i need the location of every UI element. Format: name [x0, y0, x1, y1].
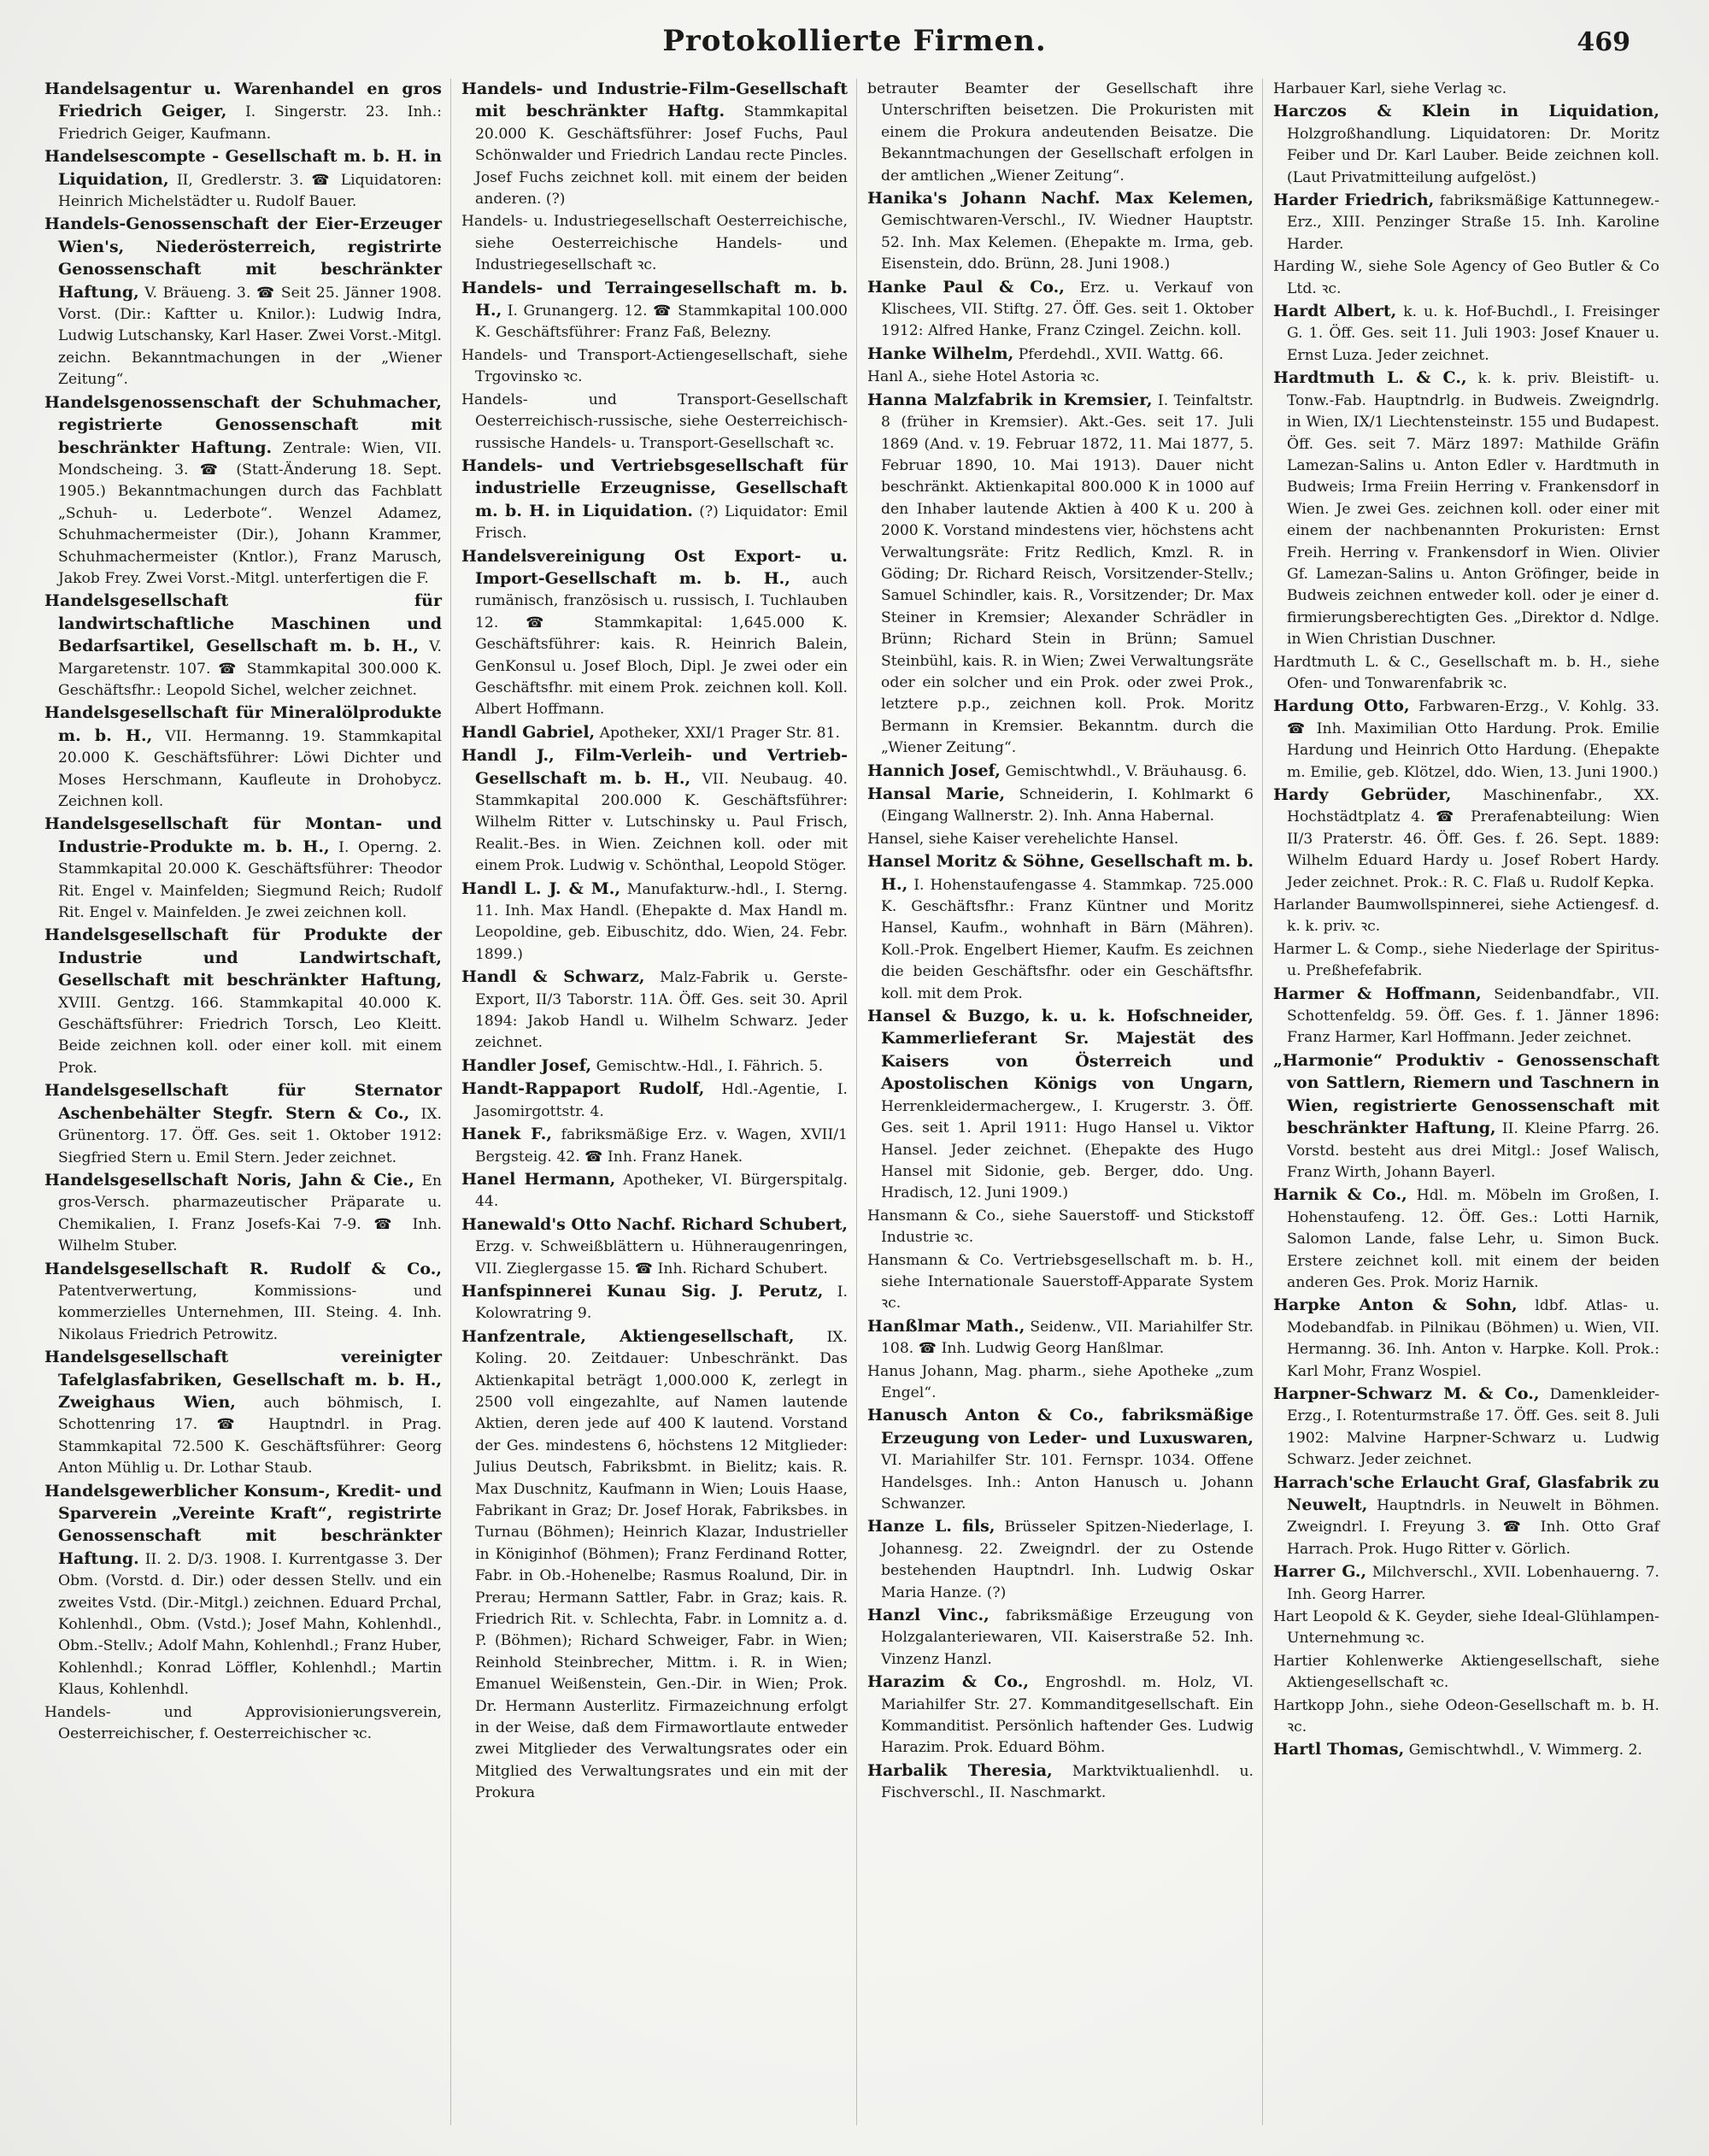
entry-firm-name: Hanna Malzfabrik in Kremsier, [867, 390, 1153, 409]
entry-details: Hdl.-Agentie, I. Jasomirgottstr. 4. [475, 1081, 848, 1120]
directory-entry [461, 1214, 848, 1280]
entry-details: Malz-Fabrik u. Gerste-Export, II/3 Taborstr. 11A. Öff. Ges. seit 30. April 1894: Jakob Handl u. Wilhelm Schwarz. Jeder zeichnet. [475, 969, 849, 1052]
entry-details: En gros-Versch. pharmazeutischer Präparate u. Chemikalien, I. Franz Josefs-Kai 7-9. ☎ Inh. Wilhelm Stuber. [58, 1172, 443, 1255]
entry-details: k. u. k. Hof-Buchdl., I. Freisinger G. 1. Öff. Ges. seit 11. Juli 1903: Josef Knauer u. Ernst Luza. Jeder zeichnet. [1287, 303, 1660, 364]
entry-firm-name: Handelsgesellschaft für Sternator Aschenbehälter Stegfr. Stern & Co., [44, 1081, 442, 1123]
entry-details: Maschinenfabr., XX. Hochstädtplatz 4. ☎ Prerafenabteilung: Wien II/3 Praterstr. 46. Öff. Ges. f. 26. Sept. 1889: Wilhelm Eduard Hardy u. Josef Robert Hardy. Jeder zeichnet. Prok.: R. C. Flaß u. Rudolf Kepka. [1287, 787, 1659, 891]
entry-firm-name: Harpke Anton & Sohn, [1273, 1295, 1518, 1315]
directory-entry [1273, 256, 1659, 300]
entry-details: Hartier Kohlenwerke Aktiengesellschaft, siehe Aktiengesellschaft ꝛc. [1273, 1652, 1659, 1692]
entry-details: Herrenkleidermachergew., I. Krugerstr. 3. Öff. Ges. seit 1. April 1911: Hugo Hansel u. Viktor Hansel. Jeder zeichnet. (Ehepakte des Hugo Hansel mit Sidonie, geb. Berger, ddo. Ung. Hradisch, 12. Juni 1909.) [881, 1097, 1254, 1202]
entry-firm-name: Hanfzentrale, Aktiengesellschaft, [461, 1326, 795, 1346]
directory-entry [867, 79, 1254, 187]
entry-details: Brüsseler Spitzen-Niederlage, I. Johannesg. 22. Zweigndrl. der zu Ostende bestehenden Hauptndrl. Inh. Ludwig Oskar Maria Hanze. (?) [881, 1519, 1254, 1601]
entry-details: V. Margaretenstr. 107. ☎ Stammkapital 300.000 K. Geschäftsfhr.: Leopold Sichel, welcher zeichnet. [58, 638, 442, 699]
entry-details: IX. Grünentorg. 17. Öff. Ges. seit 1. Oktober 1912: Siegfried Stern u. Emil Stern. Jeder zeichnet. [58, 1105, 442, 1166]
entry-details: Seidenw., VII. Mariahilfer Str. 108. ☎ Inh. Ludwig Georg Hanßlmar. [881, 1318, 1254, 1358]
entry-firm-name: Handels- und Terraingesellschaft m. b. H., [461, 278, 848, 320]
entry-details: fabriksmäßige Erz. v. Wagen, XVII/1 Bergsteig. 42. ☎ Inh. Franz Hanek. [475, 1126, 848, 1166]
directory-entry [1273, 367, 1659, 650]
entry-firm-name: Hanßlmar Math., [867, 1316, 1025, 1336]
directory-entry [1273, 1383, 1659, 1472]
entry-firm-name: Handels-Genossenschaft der Eier-Erzeuger Wien's, Niederösterreich, registrirte Genossenschaft mit beschränkter Haftung, [44, 214, 442, 302]
entry-firm-name: Handelsgesellschaft Noris, Jahn & Cie., [44, 1170, 414, 1190]
entry-firm-name: Hansel Moritz & Söhne, Gesellschaft m. b. H., [867, 852, 1254, 894]
directory-entry [867, 829, 1254, 850]
entry-details: Hanl A., siehe Hotel Astoria ꝛc. [867, 368, 1100, 386]
directory-entry [461, 745, 848, 877]
entry-details: Hdl. m. Möbeln im Großen, I. Hohenstaufeng. 12. Öff. Ges.: Lotti Harnik, Salomon Lande, false Lehr, u. Simon Buck. Erstere zeichnet koll. mit einem der beiden anderen Ges. Prok. Moriz Harnik. [1287, 1187, 1659, 1291]
entry-details: Milchverschl., XVII. Lobenhauerng. 7. Inh. Georg Harrer. [1287, 1564, 1659, 1603]
entry-firm-name: Hanzl Vinc., [867, 1606, 990, 1625]
entry-details: Handels- und Transport-Actiengesellschaft, siehe Trgovinsko ꝛc. [461, 346, 848, 386]
entry-details: betrauter Beamter der Gesellschaft ihre Unterschriften beisetzen. Die Prokuristen mit einem die Prokura andeutenden Beisatze. Die Bekanntmachungen der Gesellschaft erfolgen in der amtlichen „Wiener Zeitung“. [867, 80, 1254, 185]
directory-entry [44, 1481, 442, 1701]
entry-firm-name: Handler Josef, [461, 1055, 592, 1075]
entry-details: Hauptndrls. in Neuwelt in Böhmen. Zweigndrl. I. Freyung 3. ☎ Inh. Otto Graf Harrach. Prok. Hugo Ritter v. Görlich. [1287, 1497, 1659, 1558]
directory-entry [1273, 784, 1659, 894]
entry-details: Zentrale: Wien, VII. Mondscheing. 3. ☎ (Statt-Änderung 18. Sept. 1905.) Bekanntmachungen durch das Fachblatt „Schuh- u. Lederbote“. Wenzel Adamez, Schuhmachermeister (Dir.), Johann Krammer, Schuhmachermeister (Kntlor.), Franz Marusch, Jakob Frey. Zwei Vorst.-Mitgl. unterfertigen die F. [58, 439, 442, 587]
directory-entry [461, 1281, 848, 1325]
directory-entry [1273, 1695, 1659, 1739]
directory-entry [461, 211, 848, 276]
directory-entry [867, 851, 1254, 1005]
entry-firm-name: Hardt Albert, [1273, 302, 1397, 321]
entry-firm-name: Hanke Paul & Co., [867, 277, 1065, 297]
directory-entry [867, 344, 1254, 366]
entry-firm-name: Handelsescompte - Gesellschaft m. b. H. in Liquidation, [44, 147, 442, 189]
entry-firm-name: Harmer & Hoffmann, [1273, 984, 1482, 1003]
entry-firm-name: Hardtmuth L. & C., [1273, 368, 1467, 388]
entry-details: Gemischtwaren-Verschl., IV. Wiedner Hauptstr. 52. Inh. Max Kelemen. (Ehepakte m. Irma, geb. Eisenstein, ddo. Brünn, 28. Juni 1908.) [881, 212, 1254, 273]
entry-details: Apotheker, XXI/1 Prager Str. 81. [599, 724, 840, 742]
directory-entry [461, 1055, 848, 1078]
entry-firm-name: Handelsagentur u. Warenhandel en gros Friedrich Geiger, [44, 79, 442, 121]
directory-entry [461, 1326, 848, 1805]
directory-entry [867, 1760, 1254, 1805]
directory-entry [461, 966, 848, 1055]
entry-firm-name: Handelsgenossenschaft der Schuhmacher, registrierte Genossenschaft mit beschränkter Haftung. [44, 392, 442, 457]
entry-firm-name: Handt-Rappaport Rudolf, [461, 1079, 705, 1099]
entry-details: Gemischtwhdl., V. Bräuhausg. 6. [1005, 762, 1248, 780]
directory-entry [44, 1702, 442, 1746]
entry-firm-name: Handelsgesellschaft für Montan- und Industrie-Produkte m. b. H., [44, 814, 442, 856]
directory-entry [461, 278, 848, 344]
entry-details: Patentverwertung, Kommissions- und kommerzielles Unternehmen, III. Steing. 4. Inh. Nikolaus Friedrich Petrowitz. [58, 1282, 442, 1343]
entry-details: II. 2. D/3. 1908. I. Kurrentgasse 3. Der Obm. (Vorstd. d. Dir.) oder dessen Stellv. und ein zweites Vstd. (Dir.-Mitgl.) zeichnen. Eduard Prchal, Kohlenhdl., Obm. (Vstd.); Josef Mahn, Kohlenhdl., Obm.-Stellv.; Adolf Mahn, Kohlenhdl.; Franz Huber, Kohlenhdl.; Konrad Löffler, Kohlenhdl.; Martin Klaus, Kohlenhdl. [58, 1550, 443, 1699]
entry-details: Manufakturw.-hdl., I. Sterng. 11. Inh. Max Handl. (Ehepakte d. Max Handl m. Leopoldine, geb. Eibuschitz, ddo. Wien, 24. Febr. 1899.) [475, 880, 848, 963]
entry-details: Hansmann & Co., siehe Sauerstoff- und Stickstoff Industrie ꝛc. [867, 1207, 1254, 1247]
column-4 [1262, 79, 1668, 2125]
entry-firm-name: Handelsvereinigung Ost Export- u. Import-Gesellschaft m. b. H., [461, 546, 848, 588]
entry-firm-name: Handelsgesellschaft R. Rudolf & Co., [44, 1259, 442, 1278]
directory-entry [867, 1405, 1254, 1515]
entry-details: Schneiderin, I. Kohlmarkt 6 (Eingang Wallnerstr. 2). Inh. Anna Habernal. [881, 786, 1254, 825]
directory-entry [44, 1170, 442, 1258]
entry-firm-name: Handelsgesellschaft für landwirtschaftliche Maschinen und Bedarfsartikel, Gesellschaft m. b. H., [44, 591, 442, 656]
entry-details: k. k. priv. Bleistift- u. Tonw.-Fab. Hauptndrlg. in Budweis. Zweigndrlg. in Wien, IX/1 Liechtensteinstr. 155 und Budapest. Öff. Ges. seit 7. März 1897: Mathilde Gräfin Lamezan-Salins u. Anton Edler v. Hardtmuth in Budweis; Irma Freiin Herring v. Frankensdorf in Wien. Je zwei Ges. zeichnen koll. oder einer mit einem der nachbenannten Prokuristen: Ernst Freih. Herring v. Frankensdorf in Wien. Olivier Gf. Lamezan-Salins u. Anton Gröfinger, beide in Budweis zeichnen entweder koll. oder je einer d. firmierungsberechtigten Ges. „Direktor d. Ndlge. in Wien Christian Duschner. [1287, 370, 1659, 649]
entry-details: I. Singerstr. 23. Inh.: Friedrich Geiger, Kaufmann. [58, 103, 442, 143]
directory-entry [1273, 696, 1659, 784]
directory-entry [461, 390, 848, 455]
entry-firm-name: Hanel Hermann, [461, 1169, 616, 1189]
directory-entry [461, 878, 848, 966]
entry-firm-name: Hanusch Anton & Co., fabriksmäßige Erzeugung von Leder- und Luxuswaren, [867, 1406, 1254, 1448]
entry-firm-name: „Harmonie“ Produktiv - Genossenschaft von Sattlern, Riemern und Taschnern in Wien, registrierte Genossenschaft mit beschränkter Haftung, [1273, 1050, 1659, 1138]
directory-entry [1273, 301, 1659, 367]
entry-details: Farbwaren-Erzg., V. Kohlg. 33. ☎ Inh. Maximilian Otto Hardung. Prok. Emilie Hardung und Heinrich Otto Hardung. (Ehepakte m. Emilie, geb. Klötzel, ddo. Wien, 13. Juni 1900.) [1287, 698, 1660, 781]
directory-entry [1273, 79, 1659, 100]
directory-entry [867, 367, 1254, 388]
entry-details: Marktviktualienhdl. u. Fischverschl., II. Naschmarkt. [881, 1762, 1254, 1802]
directory-entry [1273, 1184, 1659, 1294]
entry-details: Harlander Baumwollspinnerei, siehe Actiengesf. d. k. k. priv. ꝛc. [1273, 896, 1659, 936]
entry-details: I. Grunangerg. 12. ☎ Stammkapital 100.000 K. Geschäftsführer: Franz Faß, Belezny. [475, 303, 848, 342]
entry-firm-name: Handl Gabriel, [461, 722, 596, 742]
entry-details: Apotheker, VI. Bürgerspitalg. 44. [475, 1171, 848, 1211]
directory-entry [1273, 1561, 1659, 1606]
directory-entry [44, 392, 442, 590]
entry-details: Damenkleider-Erzg., I. Rotenturmstraße 17. Öff. Ges. seit 8. Juli 1902: Malvine Harpner-Schwarz u. Ludwig Schwarz. Jeder zeichnet. [1287, 1385, 1660, 1469]
entry-details: Stammkapital 20.000 K. Geschäftsführer: Josef Fuchs, Paul Schönwalder und Friedrich Landau recte Pincles. Josef Fuchs zeichnet koll. mit einem der beiden anderen. (?) [475, 103, 848, 209]
entry-firm-name: Handl L. J. & M., [461, 878, 621, 898]
entry-firm-name: Handelsgesellschaft für Mineralölprodukte m. b. H., [44, 703, 442, 745]
directory-entry [867, 277, 1254, 343]
directory-entry [461, 722, 848, 744]
directory-entry [1273, 652, 1659, 696]
directory-entry [1273, 101, 1659, 189]
entry-details: (?) Liquidator: Emil Frisch. [475, 502, 849, 543]
directory-entry [1273, 1739, 1659, 1761]
directory-entry [1273, 1472, 1659, 1561]
directory-entry [44, 1259, 442, 1347]
directory-entry [867, 188, 1254, 276]
entry-details: Gemischtwhdl., V. Wimmerg. 2. [1408, 1742, 1642, 1759]
entry-details: Hansmann & Co. Vertriebsgesellschaft m. b. H., siehe Internationale Sauerstoff-Apparate System ꝛc. [867, 1251, 1254, 1313]
entry-firm-name: Handelsgesellschaft vereinigter Tafelglasfabriken, Gesellschaft m. b. H., Zweighaus Wien, [44, 1348, 442, 1412]
directory-entry [461, 79, 848, 210]
entry-details: Harding W., siehe Sole Agency of Geo Butler & Co Ltd. ꝛc. [1273, 258, 1659, 297]
directory-entry [867, 761, 1254, 783]
entry-firm-name: Handels- und Industrie-Film-Gesellschaft mit beschränkter Haftg. [461, 79, 848, 121]
entry-firm-name: Handl J., Film-Verleih- und Vertrieb-Gesellschaft m. b. H., [461, 746, 848, 788]
directory-entry [44, 79, 442, 145]
entry-firm-name: Hardung Otto, [1273, 696, 1410, 716]
entry-firm-name: Harpner-Schwarz M. & Co., [1273, 1383, 1540, 1403]
column-1 [44, 79, 450, 2125]
directory-entry [867, 1316, 1254, 1360]
entry-firm-name: Hanika's Johann Nachf. Max Kelemen, [867, 189, 1254, 209]
entry-firm-name: Handels- und Vertriebsgesellschaft für industrielle Erzeugnisse, Gesellschaft m. b. H. in Liquidation. [461, 455, 848, 520]
columns-container [44, 79, 1668, 2125]
directory-entry [867, 784, 1254, 828]
entry-firm-name: Harder Friedrich, [1273, 191, 1435, 210]
column-2 [450, 79, 856, 2125]
entry-firm-name: Handelsgesellschaft für Produkte der Industrie und Landwirtschaft, Gesellschaft mit beschränkter Haftung, [44, 925, 442, 990]
entry-details: I. Operng. 2. Stammkapital 20.000 K. Geschäftsführer: Theodor Rit. Engel v. Mainfelden; Siegmund Reich; Rudolf Rit. Engel v. Mainfelden. Je zwei zeichnen koll. [58, 838, 443, 922]
directory-entry [867, 1361, 1254, 1405]
entry-firm-name: Hanfspinnerei Kunau Sig. J. Perutz, [461, 1281, 824, 1301]
entry-details: Handels- und Transport-Gesellschaft Oesterreichisch-russische, siehe Oesterreichisch-russische Handels- u. Transport-Gesellschaft ꝛc. [461, 391, 848, 452]
entry-firm-name: Handl & Schwarz, [461, 967, 645, 987]
directory-entry [867, 1206, 1254, 1249]
page-number: 469 [1577, 27, 1630, 57]
directory-entry [867, 390, 1254, 760]
entry-firm-name: Hansal Marie, [867, 784, 1006, 803]
entry-firm-name: Hanek F., [461, 1125, 552, 1144]
entry-details: auch rumänisch, französisch u. russisch, I. Tuchlauben 12. ☎ Stammkapital: 1,645.000 K. Geschäftsführer: kais. R. Heinrich Balein, GenKonsul u. Josef Bloch, Dipl. Je zwei oder ein Geschäftsfhr. mit einem Prok. zeichnen koll. Koll. Albert Hoffmann. [475, 570, 848, 719]
directory-entry [44, 590, 442, 702]
entry-firm-name: Hansel & Buzgo, k. u. k. Hofschneider, Kammerlieferant Sr. Majestät des Kaisers von Österreich und Apostolischen Königs von Ungarn, [867, 1007, 1254, 1094]
entry-details: I. Teinfaltstr. 8 (früher in Kremsier). Akt.-Ges. seit 17. Juli 1869 (And. v. 19. Februar 1872, 11. Mai 1877, 5. Februar 1890, 10. Mai 1913). Dauer nicht beschränkt. Aktienkapital 800.000 K in 1000 auf den Inhaber lautende Aktien à 400 K u. 200 à 2000 K. Vorstand mindestens vier, höchstens acht Verwaltungsräte: Fritz Redlich, Kmzl. R. in Göding; Dr. Richard Reisch, Vorsitzender-Stellv.; Samuel Schindler, kais. R., Vorsitzender; Dr. Max Steiner in Kremsier; Alexander Schrädler in Brünn; Richard Stein in Brünn; Samuel Steinbühl, kais. R. in Wien; Zwei Verwaltungsräte oder ein solcher und ein Prok. oder zwei Prok., letztere p.p., zeichnen koll. Prok. Moritz Bermann in Kremsier. Bekanntm. durch die „Wiener Zeitung“. [881, 391, 1254, 757]
entry-details: VII. Neubaug. 40. Stammkapital 200.000 K. Geschäftsführer: Wilhelm Ritter v. Lutschinsky u. Paul Frisch, Realit.-Bes. in Wien. Zeichnen koll. oder mit einem Prok. Ludwig v. Schönthal, Leopold Stöger. [475, 770, 849, 875]
entry-details: Erzg. v. Schweißblättern u. Hühneraugenringen, VII. Zieglergasse 15. ☎ Inh. Richard Schubert. [475, 1238, 848, 1278]
entry-details: Harmer L. & Comp., siehe Niederlage der Spiritus- u. Preßhefefabrik. [1273, 940, 1659, 980]
entry-firm-name: Harazim & Co., [867, 1672, 1029, 1692]
entry-firm-name: Hanze L. fils, [867, 1517, 995, 1536]
entry-details: I. Kolowratring 9. [475, 1283, 848, 1323]
entry-details: ldbf. Atlas- u. Modebandfab. in Pilnikau (Böhmen) u. Wien, VII. Hermanng. 36. Inh. Anton v. Harpke. Koll. Prok.: Karl Mohr, Franz Wospiel. [1287, 1297, 1660, 1380]
column-3 [856, 79, 1262, 2125]
entry-details: XVIII. Gentzg. 166. Stammkapital 40.000 K. Geschäftsführer: Friedrich Torsch, Leo Kleitt. Beide zeichnen koll. oder einer koll. mit einem Prok. [58, 994, 442, 1077]
directory-entry [44, 1347, 442, 1479]
directory-entry [867, 1671, 1254, 1759]
entry-firm-name: Harrach'sche Erlaucht Graf, Glasfabrik zu Neuwelt, [1273, 1472, 1659, 1514]
entry-firm-name: Harrer G., [1273, 1562, 1367, 1582]
entry-details: Pferdehdl., XVII. Wattg. 66. [1018, 345, 1224, 363]
entry-details: Harbauer Karl, siehe Verlag ꝛc. [1273, 80, 1507, 97]
entry-details: Seidenbandfabr., VII. Schottenfeldg. 59. Öff. Ges. f. 1. Jänner 1896: Franz Harmer, Karl Hoffmann. Jeder zeichnet. [1287, 985, 1659, 1047]
entry-details: Handels- und Approvisionierungsverein, Oesterreichischer, f. Oesterreichischer ꝛc. [44, 1703, 442, 1743]
directory-entry [867, 1605, 1254, 1671]
entry-details: auch böhmisch, I. Schottenring 17. ☎ Hauptndrl. in Prag. Stammkapital 72.500 K. Geschäftsführer: Georg Anton Mühlig u. Dr. Lothar Staub. [58, 1394, 442, 1477]
page-title: Protokollierte Firmen. [662, 24, 1047, 58]
entry-details: Hardtmuth L. & C., Gesellschaft m. b. H., siehe Ofen- und Tonwarenfabrik ꝛc. [1273, 653, 1659, 692]
entry-firm-name: Hartl Thomas, [1273, 1740, 1405, 1759]
directory-entry [1273, 1651, 1659, 1695]
directory-entry [461, 1124, 848, 1168]
directory-entry [867, 1516, 1254, 1604]
entry-details: Gemischtw.-Hdl., I. Fährich. 5. [596, 1057, 824, 1075]
entry-firm-name: Harczos & Klein in Liquidation, [1273, 102, 1659, 121]
directory-entry [1273, 984, 1659, 1049]
directory-entry [1273, 895, 1659, 938]
directory-entry [44, 814, 442, 924]
directory-entry [461, 455, 848, 545]
entry-details: II, Gredlerstr. 3. ☎ Liquidatoren: Heinrich Michelstädter u. Rudolf Bauer. [58, 171, 442, 211]
entry-details: Holzgroßhandlung. Liquidatoren: Dr. Moritz Feiber und Dr. Karl Lauber. Beide zeichnen koll. (Laut Privatmitteilung aufgelöst.) [1287, 125, 1659, 186]
entry-details: Hansel, siehe Kaiser verehelichte Hansel. [867, 830, 1179, 848]
entry-firm-name: Hannich Josef, [867, 761, 1001, 780]
entry-firm-name: Hanke Wilhelm, [867, 344, 1014, 363]
entry-details: Hartkopp John., siehe Odeon-Gesellschaft m. b. H. ꝛc. [1273, 1696, 1659, 1736]
directory-entry [461, 345, 848, 389]
entry-firm-name: Handelsgewerblicher Konsum-, Kredit- und Sparverein „Vereinte Kraft“, registrirte Genossenschaft mit beschränkter Haftung. [44, 1481, 442, 1568]
directory-entry [1273, 1295, 1659, 1383]
entry-firm-name: Harbalik Theresia, [867, 1760, 1053, 1780]
entry-details: fabriksmäßige Kattunnegew.-Erz., XIII. Penzinger Straße 15. Inh. Karoline Harder. [1287, 192, 1659, 253]
entry-details: VI. Mariahilfer Str. 101. Fernspr. 1034. Offene Handelsges. Inh.: Anton Hanusch u. Johann Schwanzer. [881, 1452, 1254, 1513]
directory-entry [44, 702, 442, 813]
directory-entry [1273, 190, 1659, 256]
directory-entry [44, 925, 442, 1079]
entry-details: Erz. u. Verkauf von Klischees, VII. Stiftg. 27. Öff. Ges. seit 1. Oktober 1912: Alfred Hanke, Franz Czingel. Zeichn. koll. [881, 279, 1254, 340]
entry-details: VII. Hermanng. 19. Stammkapital 20.000 K. Geschäftsführer: Löwi Dichter und Moses Herschmann, Kaufleute in Drohobycz. Zeichnen koll. [58, 727, 443, 810]
directory-entry [461, 1078, 848, 1123]
entry-details: IX. Koling. 20. Zeitdauer: Unbeschränkt. Das Aktienkapital beträgt 1,000.000 K, zerlegt in 2500 voll eingezahlte, auf Namen lautende Aktien, deren jede auf 400 K lautend. Vorstand der Ges. mindestens 6, höchstens 12 Mitglieder: Julius Deutsch, Fabriksbmt. in Bielitz; kais. R. Max Duschnitz, Kaufmann in Wien; Louis Haase, Fabrikant in Graz; Dr. Josef Horak, Fabriksbes. in Turnau (Böhmen); Heinrich Klazar, Industrieller in Königinhof (Böhmen); Franz Ferdinand Rotter, Fabr. in Ob.-Hohenelbe; Rasmus Roalund, Dir. in Prerau; Hermann Sattler, Fabr. in Graz; kais. R. Friedrich Rit. v. Schlechta, Fabr. in Lomnitz a. d. P. (Böhmen); Richard Schweiger, Fabr. in Wien; Reinhold Steinbrecher, Mittm. i. R. in Wien; Emanuel Weißenstein, Gen.-Dir. in Wien; Prok. Dr. Hermann Austerlitz. Firmazeichnung erfolgt in der Weise, daß dem Firmawortlaute entweder zwei Mitglieder des Verwaltungsrates oder ein Mitglied des Verwaltungsrates und ein mit der Prokura [475, 1328, 848, 1802]
directory-entry [1273, 939, 1659, 983]
entry-details: Engroshdl. m. Holz, VI. Mariahilfer Str. 27. Kommanditgesellschaft. Ein Kommanditist. Persönlich haftender Ges. Ludwig Harazim. Prok. Eduard Böhm. [881, 1674, 1254, 1757]
entry-details: I. Hohenstaufengasse 4. Stammkap. 725.000 K. Geschäftsfhr.: Franz Küntner und Moritz Hansel, Kaufm., wohnhaft in Bärn (Mähren). Koll.-Prok. Engelbert Hiemer, Kaufm. Es zeichnen die beiden Geschäftsfhr. oder ein Geschäftsfhr. koll. mit dem Prok. [881, 876, 1254, 1002]
entry-details: Handels- u. Industriegesellschaft Oesterreichische, siehe Oesterreichische Handels- und Industriegesellschaft ꝛc. [461, 213, 848, 274]
entry-details: II. Kleine Pfarrg. 26. Vorstd. besteht aus drei Mitgl.: Josef Walisch, Franz Wirth, Johann Bayerl. [1287, 1120, 1659, 1181]
entry-details: V. Bräueng. 3. ☎ Seit 25. Jänner 1908. Vorst. (Dir.: Kaftter u. Knilor.): Ludwig Indra, Ludwig Lutschansky, Karl Haser. Zwei Vorst.-Mitgl. zeichn. Bekanntmachungen in der „Wiener Zeitung“. [58, 284, 442, 389]
directory-entry [867, 1006, 1254, 1205]
entry-firm-name: Hanewald's Otto Nachf. Richard Schubert, [461, 1214, 848, 1234]
directory-entry [1273, 1607, 1659, 1650]
entry-firm-name: Harnik & Co., [1273, 1185, 1407, 1205]
directory-entry [44, 214, 442, 391]
directory-entry [461, 1169, 848, 1213]
entry-details: Hanus Johann, Mag. pharm., siehe Apotheke „zum Engel“. [867, 1362, 1254, 1401]
directory-entry [867, 1250, 1254, 1315]
entry-firm-name: Hardy Gebrüder, [1273, 785, 1452, 804]
directory-entry [461, 546, 848, 721]
entry-details: Hart Leopold & K. Geyder, siehe Ideal-Glühlampen-Unternehmung ꝛc. [1273, 1608, 1659, 1648]
entry-details: fabriksmäßige Erzeugung von Holzgalanteriewaren, VII. Kaiserstraße 52. Inh. Vinzenz Hanzl. [881, 1607, 1254, 1668]
directory-entry [44, 146, 442, 213]
directory-entry [1273, 1050, 1659, 1184]
directory-entry [44, 1080, 442, 1169]
